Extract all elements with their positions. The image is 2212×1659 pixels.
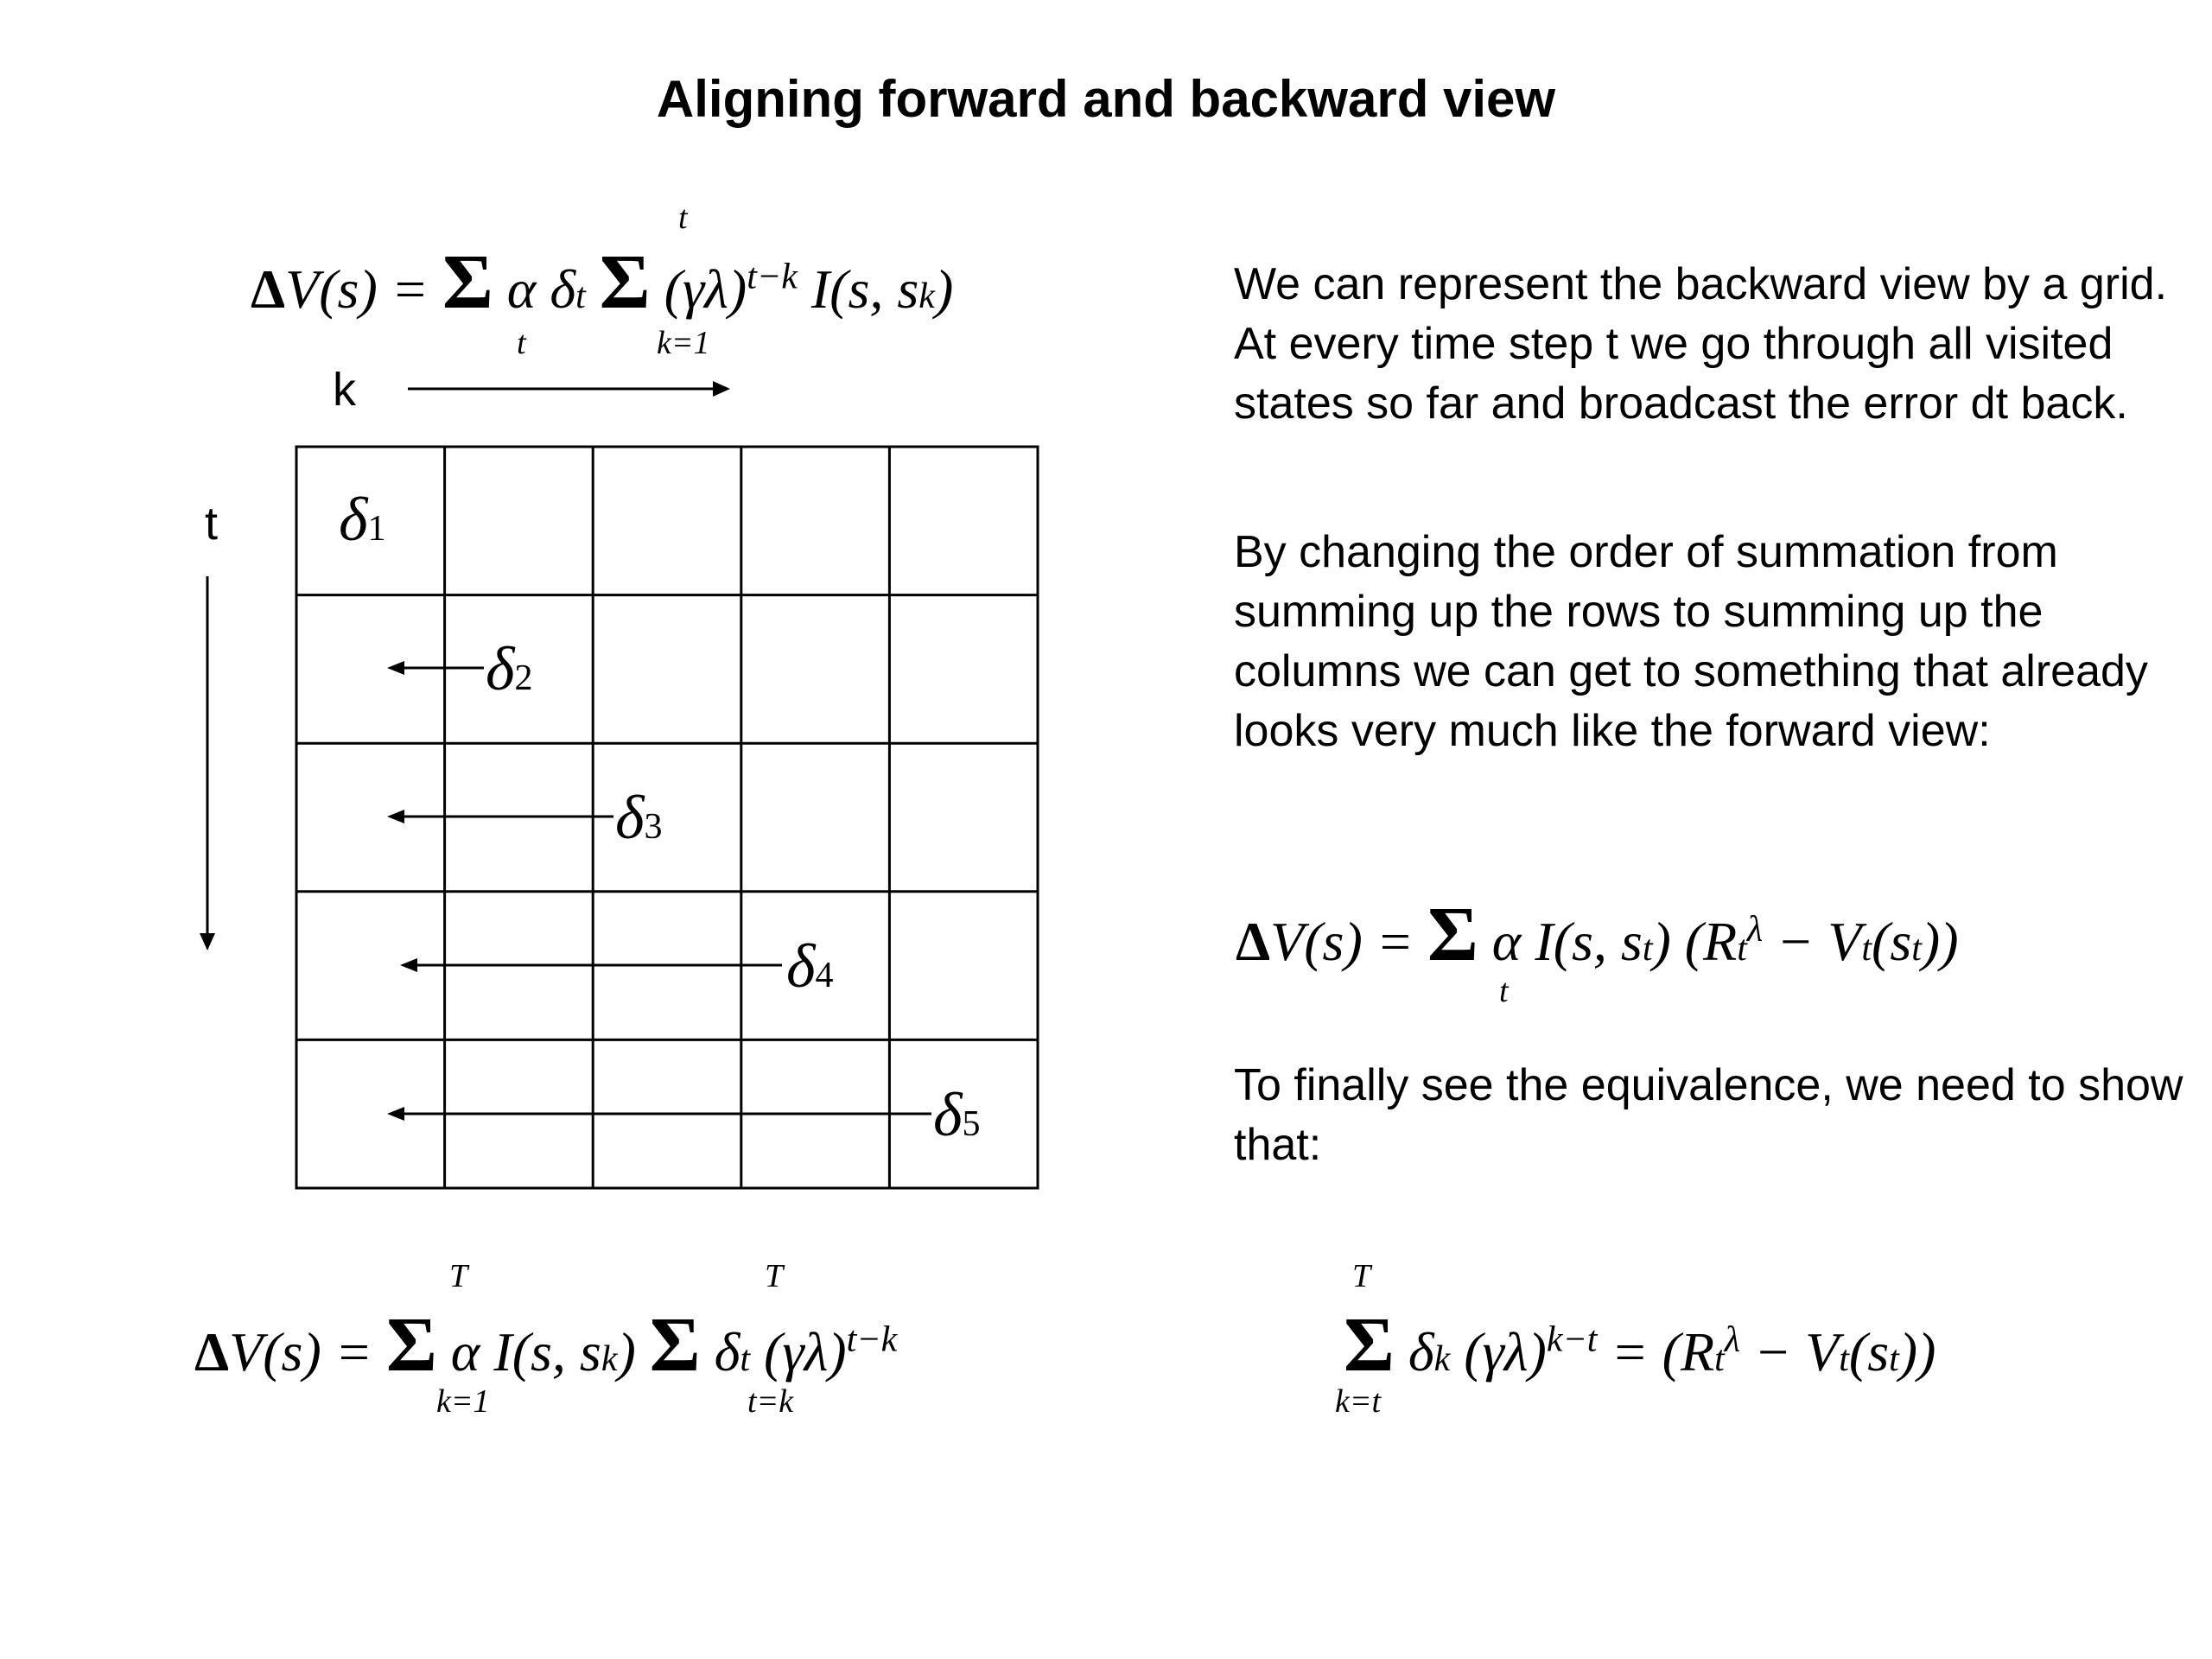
sum-upper-T1: T [449, 1258, 468, 1294]
sum-upper-T-right: T [1352, 1258, 1371, 1294]
equation-reordered-body: ΔV(s) = Σ α I(s, sk) Σ δt $(\gamma\lambda)^{t-k}$ [194, 1302, 898, 1388]
delta-4 [786, 931, 833, 1002]
paragraph-equivalence: To finally see the equivalence, we need to show that: [1234, 1060, 2183, 1170]
delta-3 [615, 782, 662, 854]
delta-1-symbol: δ [339, 485, 368, 554]
sum-lower-k1-bottom: k=1 [436, 1383, 490, 1420]
sum-upper-t: t [678, 200, 688, 236]
k-axis-label: k [333, 364, 356, 416]
delta-5 [933, 1079, 980, 1151]
equation-backward-top-body: ΔV(s) = Σ α δt Σ $(\gamma\lambda)^{t-k}$ I(s, sk) [251, 239, 954, 325]
delta-5-index: 5 [962, 1104, 981, 1144]
sum-lower-k1: k=1 [657, 325, 710, 361]
delta-5-symbol: δ [933, 1080, 963, 1149]
delta-2-index: 2 [514, 658, 533, 698]
delta-3-index: 3 [644, 807, 663, 847]
delta-2-symbol: δ [486, 634, 515, 703]
t-axis-label: t [205, 498, 219, 550]
exponent-equivalence: k−t [1546, 1319, 1598, 1360]
k-axis-arrow [406, 376, 734, 402]
delta-2 [486, 633, 532, 705]
slide-title: Aligning forward and backward view [656, 70, 1556, 128]
delta-4-index: 4 [815, 956, 834, 995]
paragraph-grid-explanation: We can represent the backward view by a grid. At every time step t we go through all visited states so far and broadcast the error dt back. [1234, 259, 2168, 429]
sum-upper-T2: T [765, 1258, 784, 1294]
sum-lower-t: t [517, 325, 526, 361]
sum-lower-t-right: t [1499, 973, 1509, 1009]
sum-lower-kt: k=t [1335, 1383, 1382, 1420]
delta-4-symbol: δ [786, 931, 816, 1001]
sum-lower-tk: t=k [747, 1383, 794, 1420]
exponent-top: t−k [747, 257, 798, 297]
delta-3-symbol: δ [615, 783, 645, 852]
delta-1 [339, 484, 385, 556]
exponent-bottom: t−k [846, 1319, 898, 1360]
equation-forward-body: ΔV(s) = Σ α I(s, st) $(Rt^\lambda - Vt(st))$ [1236, 892, 1959, 977]
equation-equivalence-body: Σ δk $(\gamma\lambda)^{k-t} = (Rt^\lambda - Vt(st))$ [1344, 1302, 1936, 1388]
t-axis-arrow [194, 575, 220, 955]
paragraph-reorder-explanation: By changing the order of summation from summing up the rows to summing up the columns we can get to something that already looks very much like the forward view: [1234, 527, 2148, 756]
delta-1-index: 1 [367, 509, 386, 549]
